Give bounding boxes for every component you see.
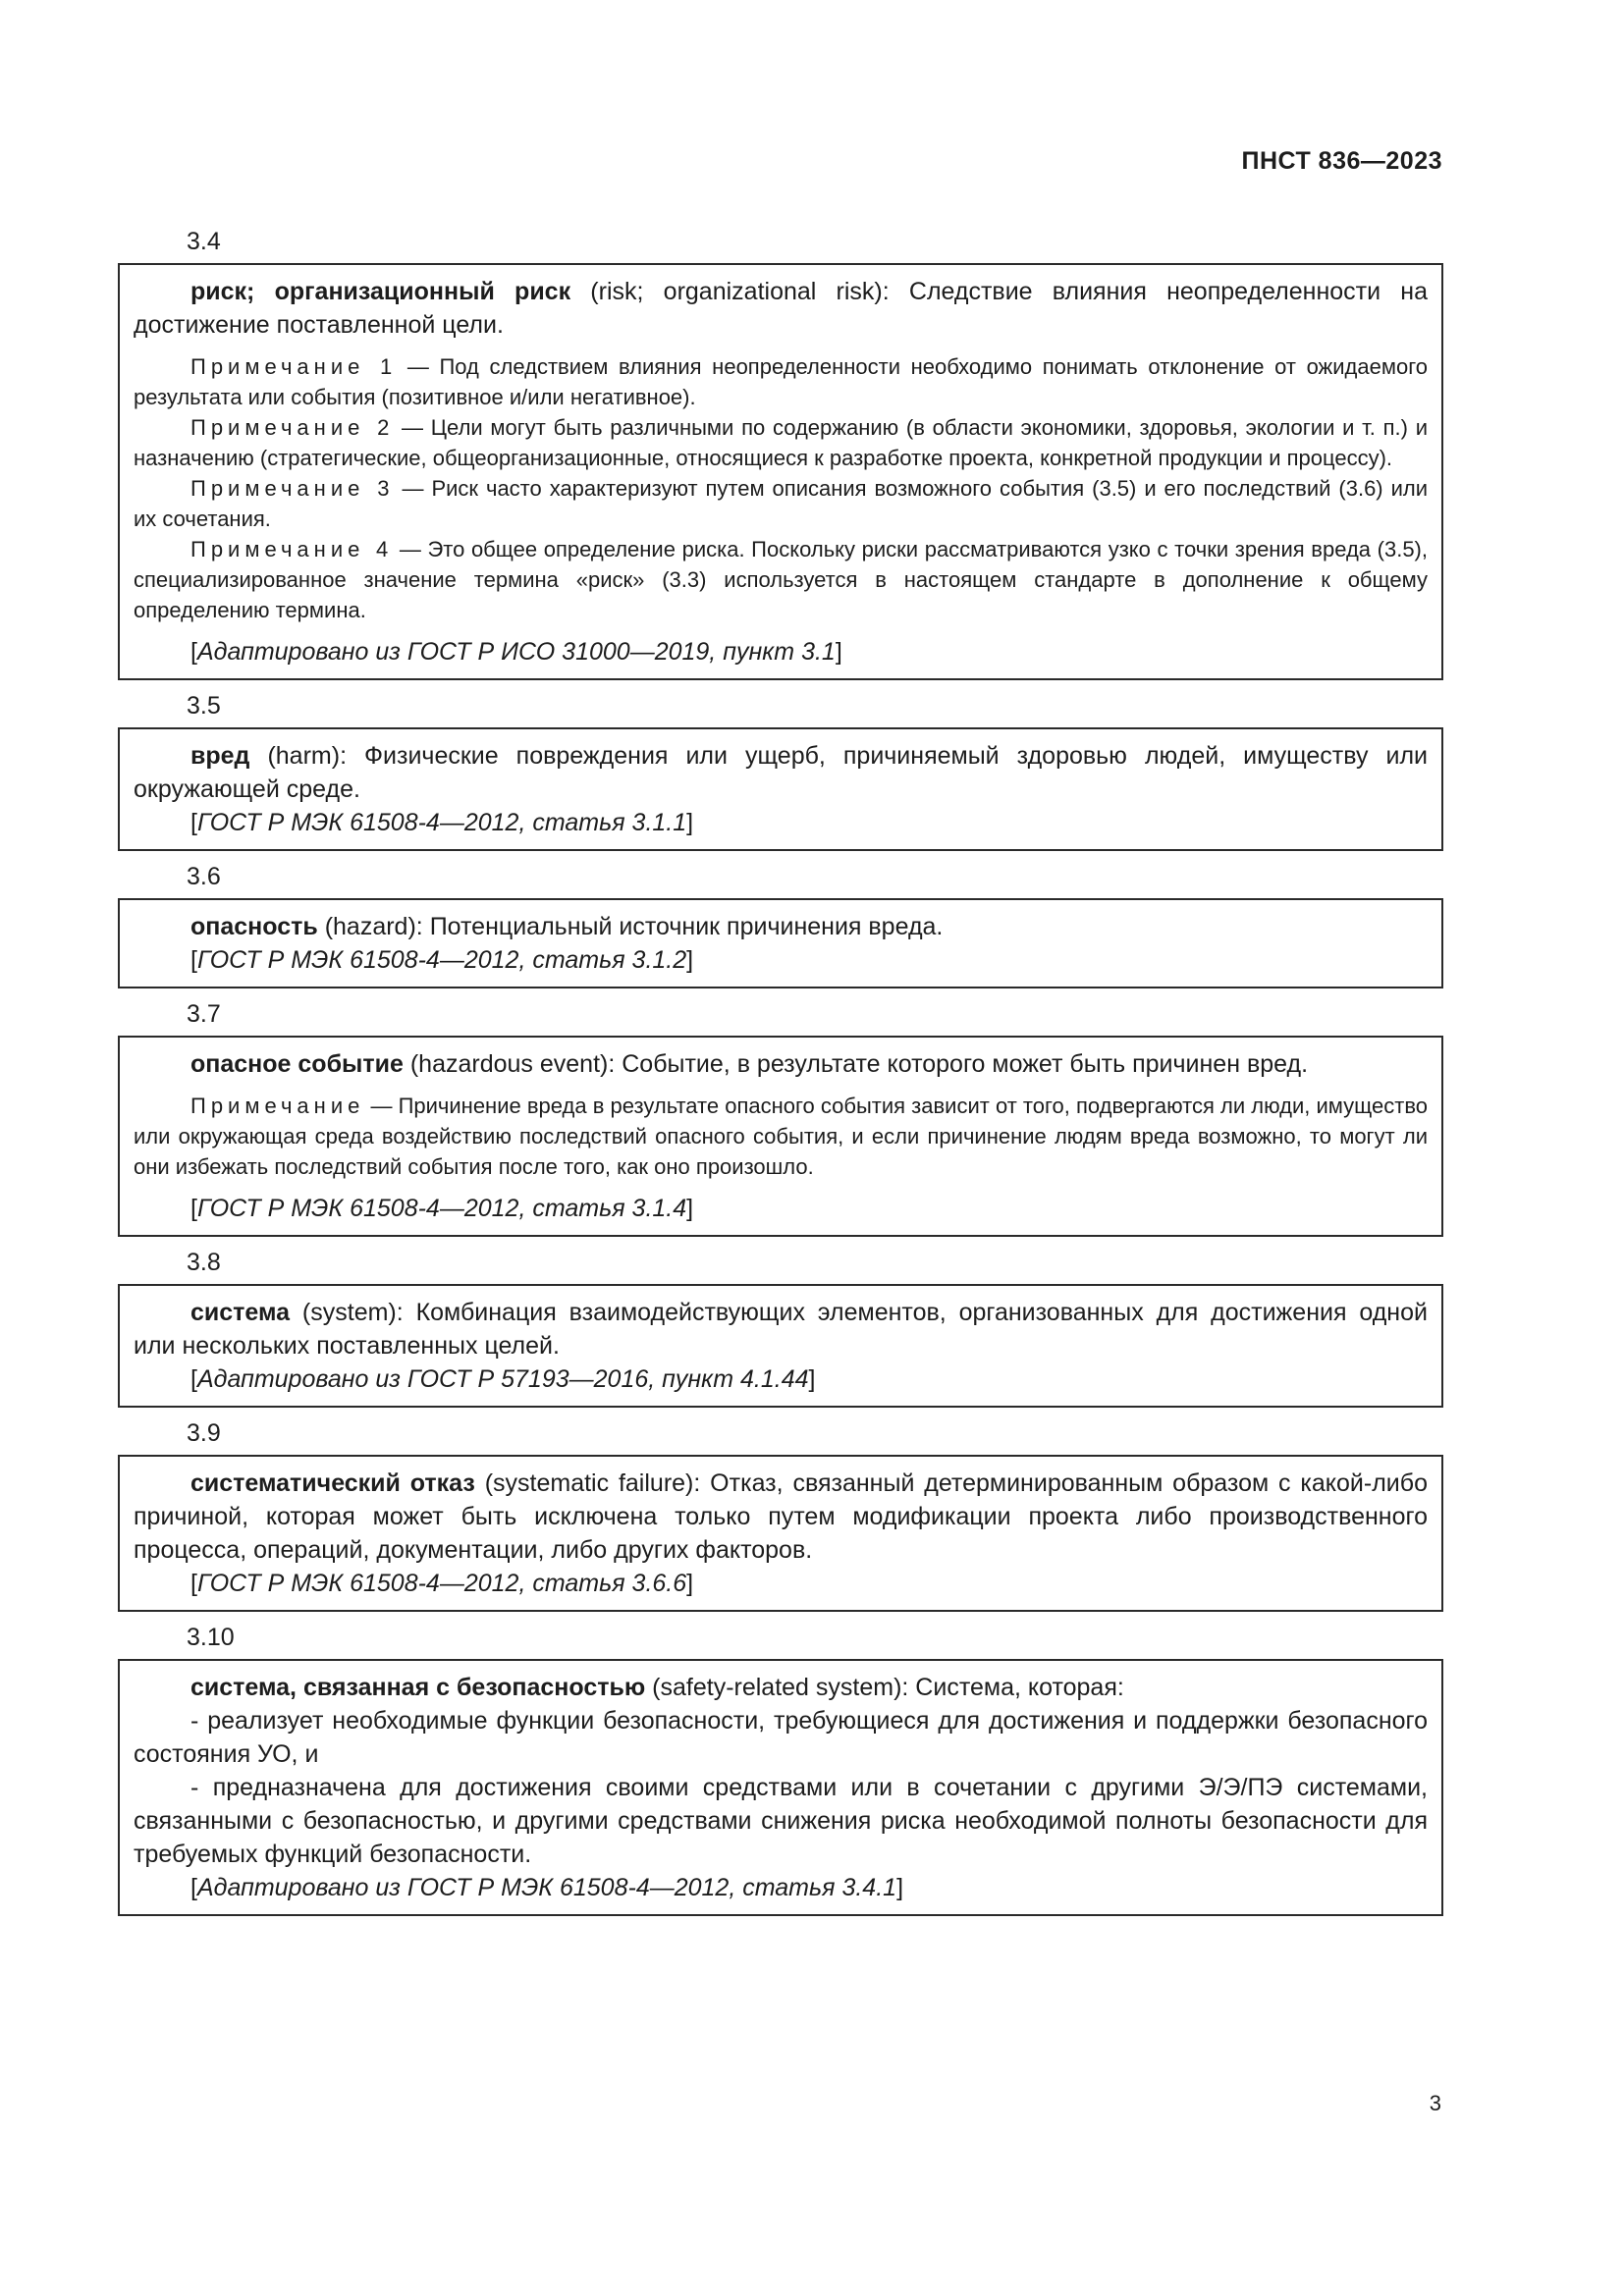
note-text: — Риск часто характеризуют путем описания возможного события (3.5) и его последствий (3.6) или их сочетания. [134,476,1428,531]
note [134,534,1428,625]
note-label: Примечание 2 [190,415,395,440]
term-entry-systematic-failure [118,1455,1443,1612]
term-english: (harm) [249,742,341,770]
term-source: [ГОСТ Р МЭК 61508-4—2012, статья 3.6.6] [190,1570,694,1597]
term-definition [134,739,1428,806]
term-number: 3.8 [187,1249,221,1276]
definition-text: : Потенциальный источник причинения вреда. [415,913,944,940]
source-text: ГОСТ Р МЭК 61508-4—2012, статья 3.1.2 [196,946,687,974]
note [134,351,1428,412]
term-english: (safety-related system) [645,1674,902,1701]
definition-text: : Комбинация взаимодействующих элементов, организованных для достижения одной или нескольких поставленных целей. [134,1299,1428,1360]
term-source: [ГОСТ Р МЭК 61508-4—2012, статья 3.1.1] [190,809,694,836]
term-title: система [190,1299,291,1326]
note [134,1091,1428,1182]
note [134,473,1428,534]
definition-text: : Событие, в результате которого может быть причинен вред. [608,1050,1309,1078]
term-number: 3.4 [187,228,221,255]
term-source: [Адаптировано из ГОСТ Р 57193—2016, пункт 4.1.44] [190,1365,816,1393]
note [134,412,1428,473]
term-english: (risk; organizational risk) [570,278,883,305]
note-text: — Цели могут быть различными по содержанию (в области экономики, здоровья, экологии и т. п.) и назначению (стратегические, общеорганизационные, относящиеся к разработке проекта, конкретной продукции и процессу). [134,415,1428,470]
note-label: Примечание 3 [190,476,395,501]
term-title: вред [190,742,250,770]
note-text: — Это общее определение риска. Поскольку риски рассматриваются узко с точки зрения вреда (3.5), специализированное значение термина «риск» (3.3) используется в настоящем стандарте в дополнение к общему определению термина. [134,537,1428,622]
term-english: (systematic failure) [474,1469,694,1497]
note-label: Примечание [190,1094,365,1118]
term-english: (system) [290,1299,397,1326]
term-source: [ГОСТ Р МЭК 61508-4—2012, статья 3.1.4] [190,1195,694,1222]
term-source: [ГОСТ Р МЭК 61508-4—2012, статья 3.1.2] [190,946,694,974]
term-definition [134,1671,1428,1704]
source-text: Адаптировано из ГОСТ Р 57193—2016, пункт 4.1.44 [196,1365,809,1393]
note-label: Примечание 4 [190,537,394,561]
definition-text: : Отказ, связанный детерминированным образом с какой-либо причиной, которая может быть исключена только путем модификации проекта либо производственного процесса, операций, документации, либо других факторов. [134,1469,1428,1564]
term-title: опасность [190,913,318,940]
note-text: — Под следствием влияния неопределенности необходимо понимать отклонение от ожидаемого результата или события (позитивное и/или негативное). [134,354,1429,409]
term-definition [134,275,1428,342]
list-item: - предназначена для достижения своими средствами или в сочетании с другими Э/Э/ПЭ системами, связанными с безопасностью, и другими средствами снижения риска необходимой полноты безопасности для требуемых функций безопасности. [134,1774,1428,1868]
term-definition [134,1296,1428,1362]
term-title: система, связанная с безопасностью [190,1674,646,1701]
term-definition [134,1047,1428,1081]
term-number: 3.9 [187,1419,221,1447]
term-definition [134,910,1428,943]
term-title: систематический отказ [190,1469,475,1497]
term-entry-hazardous-event [118,1036,1443,1237]
source-text: ГОСТ Р МЭК 61508-4—2012, статья 3.1.1 [196,809,687,836]
page-number: 3 [1429,2091,1441,2115]
term-english: (hazard) [317,913,416,940]
definition-text: : Следствие влияния неопределенности на достижение поставленной цели. [134,278,1428,339]
term-entry-safety-related-system [118,1659,1443,1916]
term-number: 3.7 [187,1000,221,1028]
notes-block [134,1091,1428,1182]
definition-text: : Физические повреждения или ущерб, причиняемый здоровью людей, имуществу или окружающей среде. [134,742,1428,803]
term-title: опасное событие [190,1050,404,1078]
term-entry-harm [118,727,1443,851]
note-text: — Причинение вреда в результате опасного события зависит от того, подвергаются ли люди, имущество или окружающая среда воздействию последствий опасного события, и если причинение людям вреда возможно, то могут ли они избежать последствий события после того, как оно произошло. [134,1094,1428,1179]
note-label: Примечание 1 [190,354,398,379]
term-definition [134,1467,1428,1567]
source-text: ГОСТ Р МЭК 61508-4—2012, статья 3.6.6 [196,1570,687,1597]
term-number: 3.5 [187,692,221,720]
document-code: ПНСТ 836—2023 [1241,147,1442,175]
term-entry-risk [118,263,1443,680]
term-source: [Адаптировано из ГОСТ Р МЭК 61508-4—2012, статья 3.4.1] [190,1874,904,1901]
source-text: Адаптировано из ГОСТ Р МЭК 61508-4—2012, статья 3.4.1 [196,1874,897,1901]
list-item: - реализует необходимые функции безопасности, требующиеся для достижения и поддержки безопасного состояния УО, и [134,1707,1428,1768]
definition-text: : Система, которая: [901,1674,1124,1701]
notes-block [134,351,1428,625]
term-title: риск; организационный риск [190,278,571,305]
term-entry-hazard [118,898,1443,988]
source-text: ГОСТ Р МЭК 61508-4—2012, статья 3.1.4 [196,1195,687,1222]
term-english: (hazardous event) [403,1050,609,1078]
term-number: 3.10 [187,1624,235,1651]
terms-section [118,224,1443,1924]
term-source: [Адаптировано из ГОСТ Р ИСО 31000—2019, пункт 3.1] [190,638,842,666]
term-number: 3.6 [187,863,221,890]
source-text: Адаптировано из ГОСТ Р ИСО 31000—2019, пункт 3.1 [196,638,836,666]
term-entry-system [118,1284,1443,1408]
